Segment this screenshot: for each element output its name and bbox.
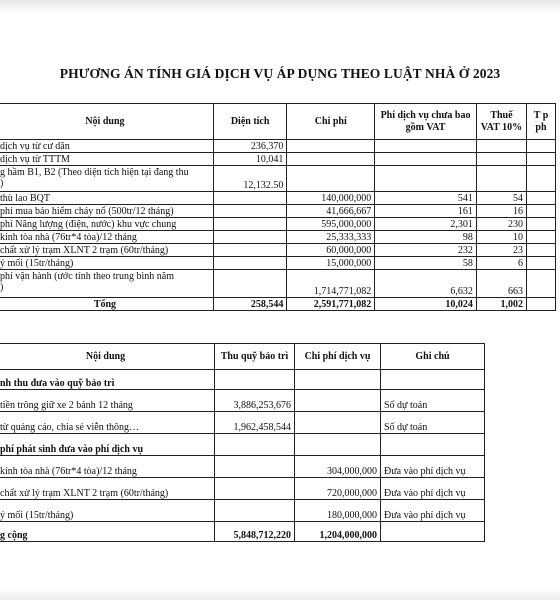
extra-cell	[526, 140, 555, 153]
vat-value	[476, 153, 526, 166]
page-top-shadow	[0, 0, 560, 14]
fund-value	[215, 500, 295, 522]
vat-value: 10	[476, 231, 526, 244]
table-row	[0, 390, 485, 412]
col-header-service-cost: Chi phí dịch vụ	[295, 344, 381, 370]
table-row	[0, 192, 556, 205]
vat-value: 6	[476, 257, 526, 270]
fee-value: 6,632	[375, 270, 477, 298]
row-label: dịch vụ từ TTTM	[0, 153, 213, 166]
note-value: Đưa vào phí dịch vụ	[381, 478, 485, 500]
row-label-line2: )	[0, 178, 4, 189]
area-value	[213, 257, 287, 270]
cost-value: 15,000,000	[287, 257, 375, 270]
total-fund: 5,848,712,220	[215, 522, 295, 542]
table-row	[0, 412, 485, 434]
table-header-row	[0, 344, 485, 370]
table-row	[0, 140, 556, 153]
section-title: phí phát sinh đưa vào phí dịch vụ	[0, 434, 215, 456]
vat-value: 663	[476, 270, 526, 298]
cost-value: 60,000,000	[287, 244, 375, 257]
row-label: ý mối (15tr/tháng)	[0, 257, 213, 270]
area-value	[213, 270, 287, 298]
col-header-area: Diện tích	[213, 104, 287, 140]
row-label-line2: )	[0, 282, 4, 293]
row-label	[0, 270, 213, 298]
fee-value: 161	[375, 205, 477, 218]
fund-value: 1,962,458,544	[215, 412, 295, 434]
row-label: kính tòa nhà (76tr*4 tòa)/12 tháng	[0, 231, 213, 244]
service-cost-value	[295, 412, 381, 434]
cost-table	[0, 103, 556, 311]
section-row	[0, 434, 485, 456]
fund-value	[215, 478, 295, 500]
cost-value	[287, 153, 375, 166]
area-value	[213, 192, 287, 205]
area-value: 10,041	[213, 153, 287, 166]
fee-value	[375, 140, 477, 153]
empty-cell	[215, 370, 295, 390]
table-row	[0, 166, 556, 192]
note-value: Số dự toán	[381, 412, 485, 434]
extra-cell	[526, 231, 555, 244]
table-row	[0, 500, 485, 522]
row-label: chất xử lý trạm XLNT 2 trạm (60tr/tháng)	[0, 244, 213, 257]
note-value: Số dự toán	[381, 390, 485, 412]
area-value	[213, 205, 287, 218]
cost-value: 140,000,000	[287, 192, 375, 205]
total-fee: 10,024	[375, 298, 477, 311]
vat-value	[476, 166, 526, 192]
cost-value: 25,333,333	[287, 231, 375, 244]
service-cost-value: 180,000,000	[295, 500, 381, 522]
total-note	[381, 522, 485, 542]
empty-cell	[381, 434, 485, 456]
table-row	[0, 244, 556, 257]
total-row	[0, 298, 556, 311]
col-header-content: Nội dung	[0, 104, 213, 140]
note-value: Đưa vào phí dịch vụ	[381, 500, 485, 522]
col-header-maintenance-fund: Thu quỹ bảo trì	[215, 344, 295, 370]
fund-table	[0, 343, 485, 542]
cost-value: 41,666,667	[287, 205, 375, 218]
total-cost: 2,591,771,082	[287, 298, 375, 311]
extra-cell	[526, 244, 555, 257]
col-header-extra: T p ph	[526, 104, 555, 140]
col-header-vat: Thuế VAT 10%	[476, 104, 526, 140]
cost-value	[287, 140, 375, 153]
table-row	[0, 153, 556, 166]
row-label: dịch vụ từ cư dân	[0, 140, 213, 153]
table-row	[0, 205, 556, 218]
table-header-row	[0, 104, 556, 140]
fund-value	[215, 456, 295, 478]
row-label	[0, 166, 213, 192]
total-vat: 1,002	[476, 298, 526, 311]
document-title: PHƯƠNG ÁN TÍNH GIÁ DỊCH VỤ ÁP DỤNG THEO LUẬT NHÀ Ở 2023	[59, 66, 501, 81]
extra-cell	[526, 166, 555, 192]
fee-value	[375, 153, 477, 166]
fee-value: 232	[375, 244, 477, 257]
row-label: phí Năng lượng (điện, nước) khu vực chung	[0, 218, 213, 231]
cost-value	[287, 166, 375, 192]
row-label: kính tòa nhà (76tr*4 tòa)/12 tháng	[0, 456, 215, 478]
table-row	[0, 218, 556, 231]
table-row	[0, 478, 485, 500]
total-label: Tổng	[0, 298, 213, 311]
cost-value: 1,714,771,082	[287, 270, 375, 298]
vat-value: 230	[476, 218, 526, 231]
section-row	[0, 370, 485, 390]
vat-value	[476, 140, 526, 153]
extra-cell	[526, 270, 555, 298]
total-label: g cộng	[0, 522, 215, 542]
col-header-notes: Ghi chú	[381, 344, 485, 370]
vat-value: 16	[476, 205, 526, 218]
service-cost-value	[295, 390, 381, 412]
row-label: chất xử lý trạm XLNT 2 trạm (60tr/tháng)	[0, 478, 215, 500]
row-label: tiền trông giữ xe 2 bánh 12 tháng	[0, 390, 215, 412]
row-label: phí mua bảo hiểm cháy nổ (500tr/12 tháng)	[0, 205, 213, 218]
row-label: ý mối (15tr/tháng)	[0, 500, 215, 522]
extra-cell	[526, 298, 555, 311]
area-value	[213, 218, 287, 231]
cost-value: 595,000,000	[287, 218, 375, 231]
table-row	[0, 270, 556, 298]
table-row	[0, 231, 556, 244]
row-label: từ quảng cáo, chia sẻ viễn thông…	[0, 412, 215, 434]
area-value	[213, 231, 287, 244]
empty-cell	[295, 370, 381, 390]
fee-value	[375, 166, 477, 192]
row-label-line1: g hầm B1, B2 (Theo diện tích hiện tại đang thu	[0, 167, 189, 178]
area-value	[213, 244, 287, 257]
page-bottom-shadow	[0, 588, 560, 600]
extra-cell	[526, 153, 555, 166]
table-row	[0, 456, 485, 478]
row-label-line1: phí vận hành (ước tính theo trung bình năm	[0, 271, 175, 282]
note-value: Đưa vào phí dịch vụ	[381, 456, 485, 478]
row-label: thù lao BQT	[0, 192, 213, 205]
fee-value: 541	[375, 192, 477, 205]
col-header-service-fee: Phí dịch vụ chưa bao gồm VAT	[375, 104, 477, 140]
extra-cell	[526, 192, 555, 205]
fee-value: 2,301	[375, 218, 477, 231]
fee-value: 98	[375, 231, 477, 244]
empty-cell	[295, 434, 381, 456]
extra-cell	[526, 205, 555, 218]
vat-value: 23	[476, 244, 526, 257]
total-area: 258,544	[213, 298, 287, 311]
extra-cell	[526, 257, 555, 270]
fee-value: 58	[375, 257, 477, 270]
service-cost-value: 304,000,000	[295, 456, 381, 478]
col-header-cost: Chi phí	[287, 104, 375, 140]
service-cost-value: 720,000,000	[295, 478, 381, 500]
total-service-cost: 1,204,000,000	[295, 522, 381, 542]
empty-cell	[215, 434, 295, 456]
area-value: 236,370	[213, 140, 287, 153]
area-value: 12,132.50	[213, 166, 287, 192]
fund-value: 3,886,253,676	[215, 390, 295, 412]
empty-cell	[381, 370, 485, 390]
extra-cell	[526, 218, 555, 231]
col-header-content: Nội dung	[0, 344, 215, 370]
vat-value: 54	[476, 192, 526, 205]
total-row	[0, 522, 485, 542]
table-row	[0, 257, 556, 270]
section-title: nh thu đưa vào quỹ bảo trì	[0, 370, 215, 390]
